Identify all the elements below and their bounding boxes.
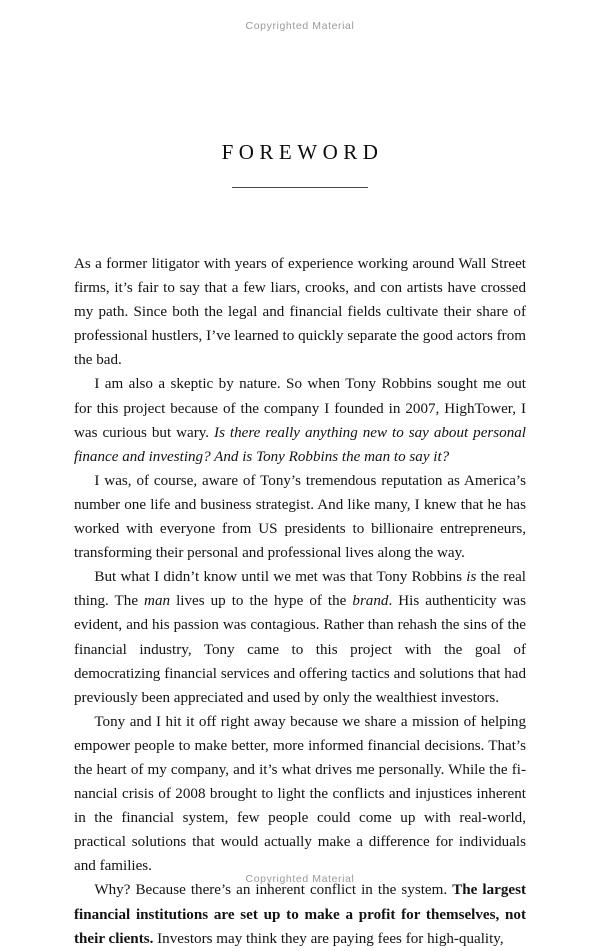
paragraph-6-bold-statement: The largest financial institutions are set up to make a profit for themselves, not their clients. (74, 882, 526, 947)
paragraph-3: I was, of course, aware of Tony’s tremendous reputation as America’s number one life and business strategist. And like many, I knew that he has worked with everyone from US presidents to billionaire entrepreneurs, transforming their personal and professional lives along the way. (74, 472, 526, 562)
paragraph-4-part-a: But what I didn’t know until we met was that Tony Robbins (94, 569, 467, 586)
paragraph-1: As a former litigator with years of experience working around Wall Street firms, it’s fair to say that a few liars, crooks, and con artists have crossed my path. Since both the legal and financial fields cultivate their share of professional hustlers, I’ve learned to quickly separate the good actors from the bad. (74, 256, 526, 369)
paragraph-2-italic: Is there really anything new to say about personal finance and investing? And is Tony Robbins the man to say it? (74, 424, 526, 465)
title-divider (232, 187, 368, 188)
paragraph-2 (74, 372, 526, 468)
paragraph-2-lead: I am also a skeptic by nature. So when Tony Robbins sought me out for this project because of the company I founded in 2007, HighTower, I was curious but wary. (74, 376, 526, 441)
paragraph-4-emphasis-man: man (144, 593, 171, 610)
paragraph-4-emphasis-is: is (466, 569, 477, 586)
paragraph-6 (74, 878, 526, 950)
paragraph-4-emphasis-brand: brand (352, 593, 389, 610)
page-title: FOREWORD (221, 140, 384, 164)
page-content (74, 140, 526, 951)
paragraph-4-part-c: lives up to the hype of the (170, 593, 353, 610)
body-text (74, 252, 526, 951)
paragraph-5: Tony and I hit it off right away because we share a mission of helping empower people to make better, more informed financial decisions. That’s the heart of my company, and it’s what drives me personally. While the financial crisis of 2008 brought to light the conflicts and injustices inherent in the financial system, few people could come up with real-world, practical solutions that would actually make a difference for individuals and families. (74, 713, 526, 875)
paragraph-4-part-b: the real thing. The (74, 569, 526, 610)
watermark-bottom: Copyrighted Material (245, 873, 355, 885)
paragraph-6-part-b: Investors may think they are paying fees for high-quality, (153, 930, 504, 947)
watermark-top: Copyrighted Material (245, 20, 355, 32)
paragraph-4 (74, 565, 526, 710)
paragraph-4-part-d: . His authenticity was evident, and his passion was contagious. Rather than rehash the sins of the financial industry, Tony came to this project with the goal of democratizing financial services and offering tactics and solutions that had previously been appreciated and used by only the wealthiest investors. (74, 593, 526, 706)
paragraph-6-part-a: Why? Because there’s an inherent conflict in the system. (94, 882, 453, 899)
